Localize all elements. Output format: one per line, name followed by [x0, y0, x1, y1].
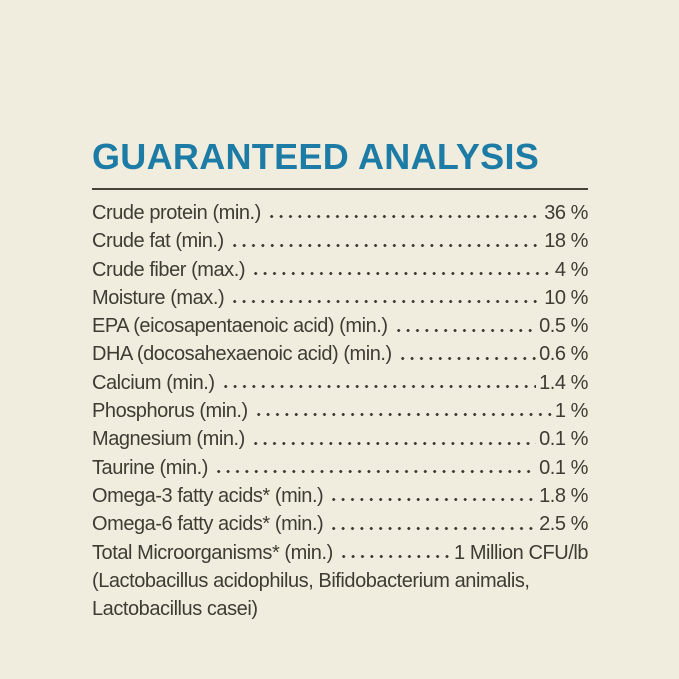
- nutrient-value: 10 %: [544, 286, 588, 309]
- nutrient-label: Phosphorus (min.): [92, 400, 248, 423]
- dot-leader: [329, 482, 536, 510]
- nutrient-value: 1 %: [554, 400, 588, 423]
- nutrient-label: Crude protein (min.): [92, 202, 261, 224]
- nutrient-label: Taurine (min.): [92, 456, 208, 479]
- analysis-row: [92, 312, 588, 340]
- panel-content: [92, 136, 588, 623]
- nutrient-label: Crude fat (min.): [92, 230, 224, 253]
- nutrient-label: Omega-6 fatty acids* (min.): [92, 513, 324, 536]
- footnote-line: (Lactobacillus acidophilus, Bifidobacterium animalis,: [92, 569, 530, 592]
- footnote-line: Lactobacillus casei): [92, 598, 258, 621]
- nutrient-label: Omega-3 fatty acids* (min.): [92, 484, 324, 507]
- analysis-row: [92, 539, 588, 567]
- nutrient-value: 0.1 %: [539, 428, 588, 451]
- analysis-row: [92, 340, 588, 368]
- title-rule: [92, 188, 588, 190]
- nutrient-value: 36 %: [544, 202, 588, 224]
- analysis-row: [92, 284, 588, 312]
- dot-leader: [339, 539, 451, 567]
- dot-leader: [230, 227, 541, 255]
- analysis-row: [92, 425, 588, 453]
- nutrient-value: 0.5 %: [539, 315, 588, 338]
- analysis-row: [92, 369, 588, 397]
- analysis-row: [92, 397, 588, 425]
- nutrient-value: 0.1 %: [539, 456, 588, 479]
- dot-leader: [230, 284, 541, 312]
- dot-leader: [251, 425, 536, 453]
- footnote: [92, 567, 588, 624]
- analysis-row: [92, 482, 588, 510]
- nutrient-label: Magnesium (min.): [92, 428, 245, 451]
- dot-leader: [221, 369, 536, 397]
- nutrient-label: EPA (eicosapentaenoic acid) (min.): [92, 315, 388, 338]
- nutrient-value: 1 Million CFU/lb: [454, 541, 588, 564]
- analysis-list: [92, 199, 588, 567]
- panel-title: GUARANTEED ANALYSIS: [92, 136, 540, 177]
- nutrient-value: 18 %: [544, 230, 588, 253]
- analysis-row: [92, 454, 588, 482]
- dot-leader: [394, 312, 537, 340]
- nutrient-value: 2.5 %: [539, 513, 588, 536]
- nutrient-value: 4 %: [554, 258, 588, 281]
- nutrient-value: 1.8 %: [539, 484, 588, 507]
- nutrient-label: DHA (docosahexaenoic acid) (min.): [92, 343, 392, 366]
- nutrient-label: Crude fiber (max.): [92, 258, 246, 281]
- dot-leader: [267, 199, 541, 227]
- nutrient-value: 0.6 %: [539, 343, 588, 366]
- analysis-row: [92, 199, 588, 227]
- nutrient-label: Total Microorganisms* (min.): [92, 541, 333, 564]
- dot-leader: [398, 340, 536, 368]
- analysis-row: [92, 510, 588, 538]
- dot-leader: [251, 256, 552, 284]
- dot-leader: [214, 454, 536, 482]
- dot-leader: [254, 397, 552, 425]
- analysis-row: [92, 227, 588, 255]
- nutrient-label: Calcium (min.): [92, 371, 215, 394]
- dot-leader: [329, 510, 536, 538]
- nutrient-value: 1.4 %: [539, 371, 588, 394]
- analysis-row: [92, 256, 588, 284]
- nutrient-label: Moisture (max.): [92, 286, 225, 309]
